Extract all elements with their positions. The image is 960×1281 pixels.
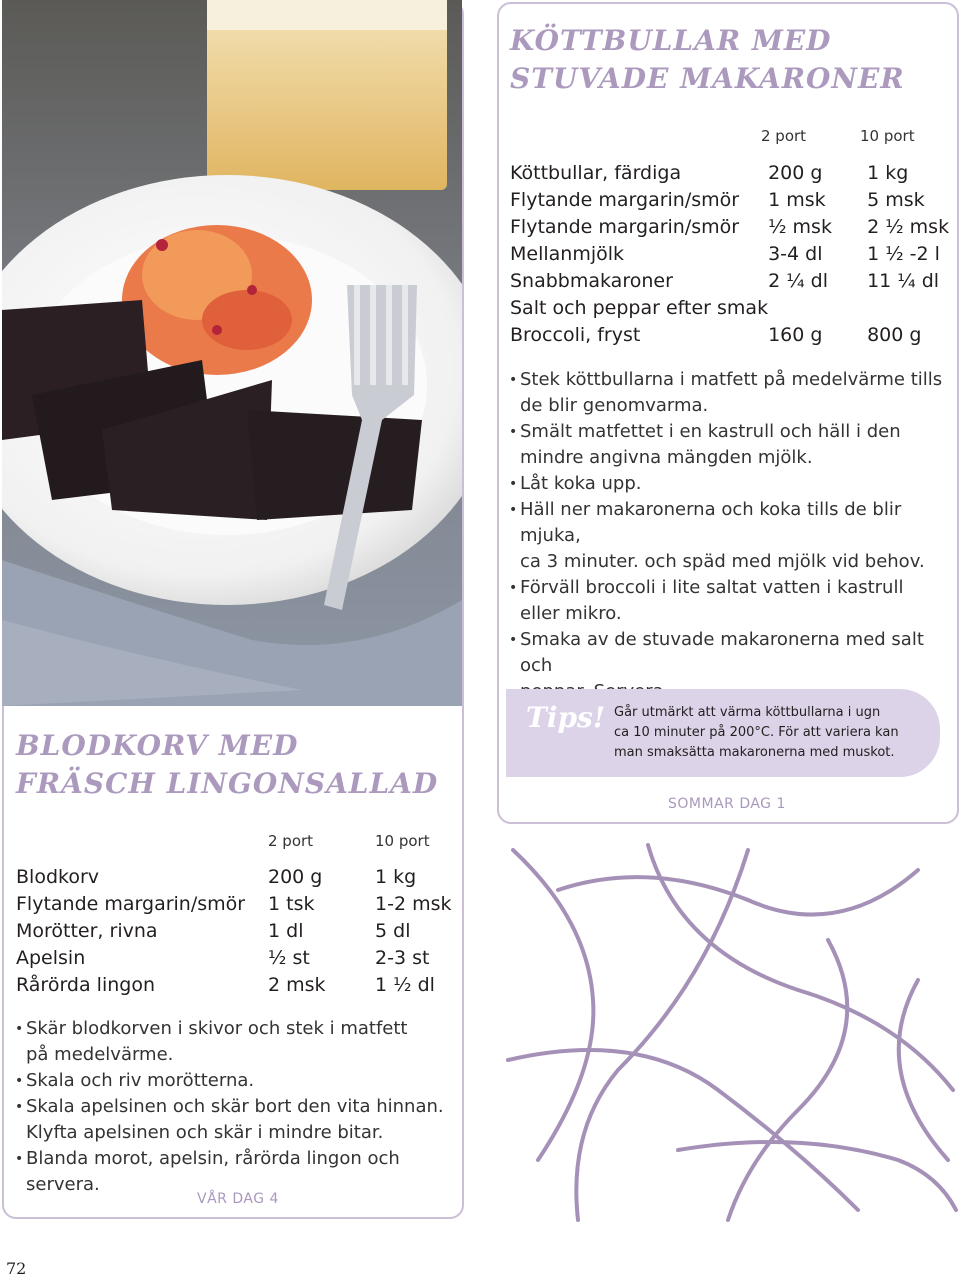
recipe1-title-line1: KÖTTBULLAR MED	[510, 24, 832, 57]
ingredient-name: Flytande margarin/smör	[16, 892, 246, 915]
ingredient-name: Morötter, rivna	[16, 919, 158, 942]
ingredient-name: Broccoli, fryst	[510, 323, 641, 346]
food-photo	[2, 0, 462, 706]
step-text: • Skala apelsinen och skär bort den vita hinnan.	[26, 1096, 444, 1117]
quantity-10-port: 5 dl	[375, 919, 411, 942]
ingredient-row	[510, 186, 949, 213]
recipe1-title-line2: STUVADE MAKARONER	[510, 62, 905, 95]
ingredient-name: Apelsin	[16, 946, 86, 969]
step-item	[509, 367, 949, 419]
tips-box	[506, 689, 940, 777]
step-item	[15, 1068, 455, 1094]
tips-line: man smaksätta makaronerna med muskot.	[614, 745, 895, 760]
quantity-10-port: 2-3 st	[375, 946, 430, 969]
ingredient-name: Köttbullar, färdiga	[510, 161, 682, 184]
step-item	[509, 497, 949, 575]
recipe2-title-line2: FRÄSCH LINGONSALLAD	[16, 767, 439, 800]
ingredient-name: Rårörda lingon	[16, 973, 155, 996]
quantity-2-port: 1 tsk	[268, 892, 315, 915]
step-item	[509, 419, 949, 471]
tips-line: Går utmärkt att värma köttbullarna i ugn	[614, 705, 881, 720]
step-text: • Låt koka upp.	[520, 473, 642, 494]
step-text: • Smaka av de stuvade makaronerna med salt och	[520, 629, 924, 676]
step-item	[509, 575, 949, 627]
tips-text	[614, 703, 914, 763]
quantity-10-port: 5 msk	[867, 188, 925, 211]
step-text: • Häll ner makaronerna och koka tills de blir mjuka,	[520, 499, 902, 546]
step-text: • Förväll broccoli i lite saltat vatten i kastrull	[520, 577, 904, 598]
ingredient-name: Snabbmakaroner	[510, 269, 673, 292]
quantity-2-port: ½ msk	[768, 215, 832, 238]
ingredient-row	[16, 890, 455, 917]
quantity-10-port: 1-2 msk	[375, 892, 452, 915]
quantity-10-port: 800 g	[867, 323, 922, 346]
ingredient-name: Blodkorv	[16, 865, 100, 888]
ingredient-row	[510, 321, 949, 348]
ingredient-row	[510, 294, 949, 321]
quantity-2-port: 200 g	[268, 865, 323, 888]
step-text: eller mikro.	[520, 603, 622, 624]
tips-label: Tips!	[526, 701, 606, 734]
recipe2-col-header-10: 10 port	[375, 832, 430, 850]
tips-line: ca 10 minuter på 200°C. För att variera kan	[614, 725, 899, 740]
ingredient-row	[16, 944, 455, 971]
recipe1-steps	[509, 367, 949, 705]
recipe2-steps	[15, 1016, 455, 1198]
recipe1-title	[510, 22, 905, 98]
quantity-10-port	[867, 294, 949, 321]
quantity-2-port: 3-4 dl	[768, 242, 823, 265]
ingredient-row	[510, 159, 949, 186]
step-text: • Blanda morot, apelsin, rårörda lingon och servera.	[26, 1148, 400, 1195]
ingredient-name: Flytande margarin/smör	[510, 215, 740, 238]
quantity-10-port: 1 kg	[867, 161, 909, 184]
step-text: ca 3 minuter. och späd med mjölk vid behov.	[520, 551, 925, 572]
quantity-10-port: 1 ½ dl	[375, 973, 435, 996]
ingredient-name: Flytande margarin/smör	[510, 188, 740, 211]
step-text: • Skala och riv morötterna.	[26, 1070, 255, 1091]
quantity-2-port: 2 ¼ dl	[768, 269, 829, 292]
recipe1-footer: SOMMAR DAG 1	[668, 796, 786, 812]
decorative-lines	[498, 830, 960, 1230]
ingredient-row	[510, 240, 949, 267]
step-item	[509, 471, 949, 497]
step-text: på medelvärme.	[26, 1044, 174, 1065]
food-photo-image	[2, 0, 462, 706]
recipe2-col-header-2: 2 port	[268, 832, 314, 850]
recipe2-title	[16, 727, 438, 803]
ingredient-row	[510, 213, 949, 240]
step-item	[15, 1094, 455, 1146]
quantity-2-port: 160 g	[768, 323, 823, 346]
quantity-2-port: 1 dl	[268, 919, 304, 942]
step-text: • Skär blodkorven i skivor och stek i matfett	[26, 1018, 408, 1039]
step-text: • Smält matfettet i en kastrull och häll i den	[520, 421, 901, 442]
quantity-10-port: 1 ½ -2 l	[867, 242, 940, 265]
quantity-10-port: 2 ½ msk	[867, 215, 950, 238]
ingredient-name: Mellanmjölk	[510, 242, 625, 265]
recipe2-footer: VÅR DAG 4	[197, 1191, 279, 1207]
ingredient-name: Salt och peppar efter smak	[510, 296, 769, 319]
quantity-2-port: 2 msk	[268, 973, 326, 996]
quantity-2-port: ½ st	[268, 946, 310, 969]
ingredient-row	[16, 971, 455, 998]
recipe1-col-header-10: 10 port	[860, 127, 915, 145]
ingredient-row	[510, 267, 949, 294]
step-text: • Stek köttbullarna i matfett på medelvärme tills	[520, 369, 943, 390]
quantity-2-port: 200 g	[768, 161, 823, 184]
step-text: de blir genomvarma.	[520, 395, 709, 416]
quantity-2-port	[768, 294, 867, 321]
recipe2-ingredients	[16, 863, 455, 998]
ingredient-row	[16, 863, 455, 890]
page-number: 72	[6, 1259, 27, 1278]
step-text: mindre angivna mängden mjölk.	[520, 447, 813, 468]
step-item	[15, 1016, 455, 1068]
ingredient-row	[16, 917, 455, 944]
recipe2-title-line1: BLODKORV MED	[16, 729, 299, 762]
quantity-2-port: 1 msk	[768, 188, 826, 211]
quantity-10-port: 1 kg	[375, 865, 417, 888]
recipe1-ingredients	[510, 159, 949, 348]
step-text: Klyfta apelsinen och skär i mindre bitar.	[26, 1122, 384, 1143]
quantity-10-port: 11 ¼ dl	[867, 269, 940, 292]
recipe1-col-header-2: 2 port	[761, 127, 807, 145]
